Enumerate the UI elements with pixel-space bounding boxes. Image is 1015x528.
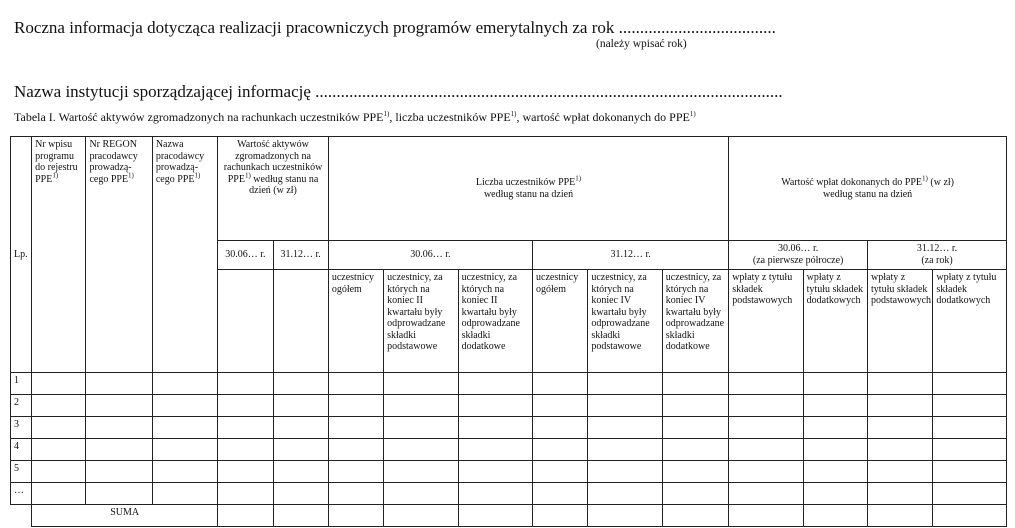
sum-cell[interactable]	[729, 505, 803, 527]
table-cell[interactable]	[86, 373, 152, 395]
header-nazwa-text: Nazwa pracodawcy prowadzą-cego PPE	[155, 139, 205, 185]
table-cell[interactable]	[86, 417, 152, 439]
row-number: 3	[11, 417, 32, 439]
header-wplat-tail: (w zł)	[927, 177, 954, 188]
table-row	[11, 395, 1007, 417]
date-wplaty-3006-text: 30.06… r.	[777, 243, 819, 254]
form-title: Roczna informacja dotycząca realizacji pracowniczych programów emerytalnych za rok .....................................	[14, 18, 776, 37]
header-wartosc-wplat	[729, 137, 1007, 241]
table-cell[interactable]	[803, 439, 867, 461]
header-wartosc-tail: według stanu na dzień (w zł)	[249, 173, 319, 196]
sum-cell[interactable]	[273, 505, 328, 527]
header-liczba-tail: według stanu na dzień	[483, 188, 574, 200]
sum-cell[interactable]	[933, 505, 1007, 527]
table-cell[interactable]	[384, 483, 458, 505]
table-cell[interactable]	[86, 439, 152, 461]
table-cell[interactable]	[273, 395, 328, 417]
table-cell[interactable]	[32, 417, 86, 439]
header-wplat-tail2: według stanu na dzień	[823, 188, 913, 200]
table-cell[interactable]	[152, 395, 217, 417]
table-cell[interactable]	[328, 395, 383, 417]
table-cell[interactable]	[218, 461, 273, 483]
year-note: (należy wpisać rok)	[596, 38, 687, 50]
footnote-mark: 1)	[194, 171, 201, 180]
table-cell[interactable]	[32, 373, 86, 395]
table-cell[interactable]	[152, 373, 217, 395]
header-nr-wpisu	[32, 137, 86, 373]
row-number: 2	[11, 395, 32, 417]
table-cell[interactable]	[729, 373, 803, 395]
table-row	[11, 461, 1007, 483]
table-cell[interactable]	[729, 417, 803, 439]
table-cell[interactable]	[933, 373, 1007, 395]
footnote-mark: 1)	[52, 171, 59, 180]
table-cell[interactable]	[458, 417, 532, 439]
table-cell[interactable]	[662, 483, 728, 505]
footnote-mark: 1)	[689, 110, 696, 118]
table-cell[interactable]	[868, 439, 933, 461]
table-row	[11, 373, 1007, 395]
footnote-mark: 1)	[244, 171, 251, 180]
table-cell[interactable]	[533, 373, 588, 395]
sub-uczestnicy-ogolem-3112: uczestnicy ogółem	[533, 270, 588, 373]
table-cell[interactable]	[458, 373, 532, 395]
sum-cell[interactable]	[218, 505, 273, 527]
table-cell[interactable]	[533, 483, 588, 505]
table-cell[interactable]	[152, 439, 217, 461]
table-cell[interactable]	[273, 461, 328, 483]
table-cell[interactable]	[533, 417, 588, 439]
table-cell[interactable]	[729, 461, 803, 483]
sum-cell[interactable]	[662, 505, 728, 527]
table-cell[interactable]	[152, 483, 217, 505]
sub-wplaty-podst-3112: wpłaty z tytułu składek podstawowych	[868, 270, 933, 373]
date-wplaty-3006	[729, 241, 868, 270]
header-regon-text: Nr REGON pracodawcy prowadzą-cego PPE	[89, 139, 138, 185]
sum-cell[interactable]	[868, 505, 933, 527]
header-wplat-text: Wartość wpłat dokonanych do PPE	[781, 177, 923, 188]
table-cell[interactable]	[662, 395, 728, 417]
footnote-mark: 1)	[922, 174, 928, 183]
sum-cell[interactable]	[588, 505, 662, 527]
table-cell[interactable]	[533, 395, 588, 417]
table-cell[interactable]	[384, 417, 458, 439]
table-cell[interactable]	[803, 395, 867, 417]
table-cell[interactable]	[218, 483, 273, 505]
table-cell[interactable]	[328, 439, 383, 461]
table-cell[interactable]	[328, 461, 383, 483]
sum-cell[interactable]	[533, 505, 588, 527]
table-cell[interactable]	[868, 373, 933, 395]
sum-spacer	[11, 505, 32, 527]
table-cell[interactable]	[86, 483, 152, 505]
institution-line: Nazwa instytucji sporządzającej informację ..............................................................................................................	[14, 82, 783, 101]
table-cell[interactable]	[803, 373, 867, 395]
table-cell[interactable]	[273, 417, 328, 439]
table-cell[interactable]	[32, 483, 86, 505]
table-cell[interactable]	[588, 439, 662, 461]
table-cell[interactable]	[328, 417, 383, 439]
table-cell[interactable]	[218, 373, 273, 395]
header-liczba-text: Liczba uczestników PPE	[475, 177, 576, 188]
date-wplaty-3112-text: 31.12… r.	[916, 243, 958, 254]
table-caption	[14, 110, 696, 125]
sub-aktywa-3006-blank	[218, 270, 273, 373]
sub-uczestnicy-ogolem-3006: uczestnicy ogółem	[328, 270, 383, 373]
sum-cell[interactable]	[803, 505, 867, 527]
table-cell[interactable]	[384, 439, 458, 461]
table-cell[interactable]	[533, 461, 588, 483]
row-number: …	[11, 483, 32, 505]
table-cell[interactable]	[218, 417, 273, 439]
sum-cell[interactable]	[328, 505, 383, 527]
date-wplaty-3112-note: (za rok)	[921, 254, 953, 266]
sub-skladki-podst-iv: uczestnicy, za których na koniec IV kwartału były odprowadzane składki podstawowe	[588, 270, 662, 373]
table-cell[interactable]	[273, 373, 328, 395]
date-aktywa-3112: 31.12… r.	[273, 241, 328, 270]
row-number: 1	[11, 373, 32, 395]
table-cell[interactable]	[588, 483, 662, 505]
table-cell[interactable]	[868, 483, 933, 505]
table-cell[interactable]	[662, 439, 728, 461]
sub-wplaty-dodat-3112: wpłaty z tytułu składek dodatkowych	[933, 270, 1007, 373]
header-wartosc-text: Wartość aktywów zgromadzonych na rachunkach uczestników PPE	[223, 139, 323, 185]
sum-cell[interactable]	[384, 505, 458, 527]
table-cell[interactable]	[32, 439, 86, 461]
table-cell[interactable]	[868, 461, 933, 483]
date-aktywa-3006: 30.06… r.	[218, 241, 273, 270]
header-liczba-uczestnikow	[328, 137, 728, 241]
table-cell[interactable]	[588, 373, 662, 395]
header-regon	[86, 137, 152, 373]
header-wartosc-aktywow	[218, 137, 329, 241]
sub-skladki-dodat-iv: uczestnicy, za których na koniec IV kwartału były odprowadzane składki dodatkowe	[662, 270, 728, 373]
table-cell[interactable]	[86, 395, 152, 417]
table-cell[interactable]	[152, 461, 217, 483]
table-cell[interactable]	[588, 461, 662, 483]
table-cell[interactable]	[458, 395, 532, 417]
table-cell[interactable]	[868, 395, 933, 417]
table-row	[11, 417, 1007, 439]
header-nr-wpisu-text: Nr wpisu programu do rejestru PPE	[35, 139, 78, 185]
caption-part-3: , wartość wpłat dokonanych do PPE	[516, 110, 690, 124]
table-cell[interactable]	[458, 483, 532, 505]
table-cell[interactable]	[273, 483, 328, 505]
header-nazwa	[152, 137, 217, 373]
date-wplaty-3006-note: (za pierwsze półrocze)	[752, 254, 844, 266]
sub-aktywa-3112-blank	[273, 270, 328, 373]
table-cell[interactable]	[729, 483, 803, 505]
table-cell[interactable]	[86, 461, 152, 483]
table-cell[interactable]	[533, 439, 588, 461]
table-cell[interactable]	[662, 373, 728, 395]
footnote-mark: 1)	[383, 110, 390, 118]
table-cell[interactable]	[218, 439, 273, 461]
sum-label: SUMA	[32, 505, 218, 527]
table-row	[11, 483, 1007, 505]
data-rows	[11, 373, 1007, 505]
table-cell[interactable]	[803, 461, 867, 483]
table-cell[interactable]	[729, 439, 803, 461]
table-cell[interactable]	[328, 373, 383, 395]
table-cell[interactable]	[588, 395, 662, 417]
table-row	[11, 439, 1007, 461]
data-table	[10, 136, 1007, 527]
header-lp: Lp.	[11, 137, 32, 373]
table-cell[interactable]	[729, 395, 803, 417]
table-cell[interactable]	[933, 439, 1007, 461]
sub-wplaty-podst-3006: wpłaty z tytułu składek podstawowych	[729, 270, 803, 373]
row-number: 4	[11, 439, 32, 461]
caption-part-1: Tabela I. Wartość aktywów zgromadzonych na rachunkach uczestników PPE	[14, 110, 384, 124]
table-cell[interactable]	[868, 417, 933, 439]
footnote-mark: 1)	[510, 110, 517, 118]
sub-skladki-dodat-ii: uczestnicy, za których na koniec II kwartału były odprowadzane składki dodatkowe	[458, 270, 532, 373]
table-cell[interactable]	[218, 395, 273, 417]
sum-cell[interactable]	[458, 505, 532, 527]
footnote-mark: 1)	[575, 174, 582, 183]
table-cell[interactable]	[933, 417, 1007, 439]
table-cell[interactable]	[933, 461, 1007, 483]
table-cell[interactable]	[384, 461, 458, 483]
table-cell[interactable]	[588, 417, 662, 439]
table-cell[interactable]	[32, 395, 86, 417]
table-cell[interactable]	[152, 417, 217, 439]
table-cell[interactable]	[803, 417, 867, 439]
sub-skladki-podst-ii: uczestnicy, za których na koniec II kwartału były odprowadzane składki podstawowe	[384, 270, 458, 373]
table-cell[interactable]	[458, 461, 532, 483]
table-cell[interactable]	[384, 373, 458, 395]
table-cell[interactable]	[662, 461, 728, 483]
table-cell[interactable]	[662, 417, 728, 439]
table-cell[interactable]	[458, 439, 532, 461]
row-number: 5	[11, 461, 32, 483]
date-wplaty-3112	[868, 241, 1007, 270]
footnote-mark: 1)	[128, 171, 134, 180]
table-cell[interactable]	[803, 483, 867, 505]
caption-part-2: , liczba uczestników PPE	[389, 110, 511, 124]
date-liczba-3112: 31.12… r.	[533, 241, 729, 270]
table-cell[interactable]	[32, 461, 86, 483]
sub-wplaty-dodat-3006: wpłaty z tytułu składek dodatkowych	[803, 270, 867, 373]
table-cell[interactable]	[273, 439, 328, 461]
table-cell[interactable]	[384, 395, 458, 417]
date-liczba-3006: 30.06… r.	[328, 241, 532, 270]
table-cell[interactable]	[328, 483, 383, 505]
table-cell[interactable]	[933, 395, 1007, 417]
table-cell[interactable]	[933, 483, 1007, 505]
